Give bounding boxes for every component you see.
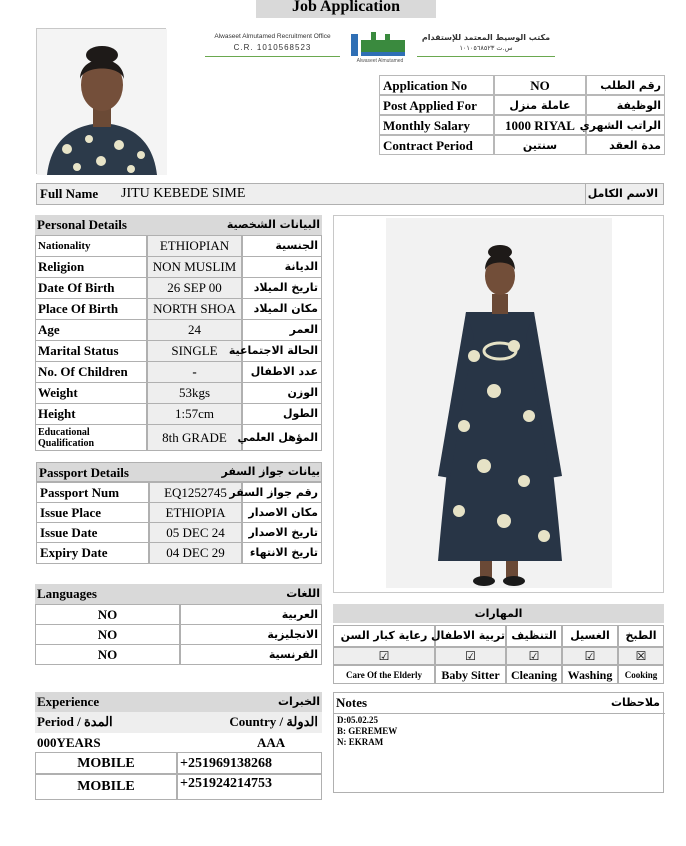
skill-washing-label: Washing: [562, 665, 618, 684]
mobile-label-1: MOBILE: [35, 752, 177, 774]
experience-country: AAA: [257, 735, 286, 750]
skill-babysitter-label: Baby Sitter: [435, 665, 506, 684]
skill-babysitter-label-ar: تربية الاطفال: [435, 625, 506, 647]
children-label-ar: عدد الاطفال: [242, 361, 322, 383]
religion-value: NON MUSLIM: [147, 256, 242, 278]
skill-cleaning-check-icon[interactable]: ☑: [506, 647, 562, 665]
contract-period-label-ar: مدة العقد: [586, 135, 665, 155]
page-title: Job Application: [256, 0, 436, 18]
notes-line-2: B: GEREMEW: [337, 726, 398, 736]
full-name-label: Full Name: [40, 186, 99, 201]
passport-details-title-ar: بيانات جواز السفر: [221, 465, 320, 478]
education-label-ar: المؤهل العلمي: [242, 424, 322, 451]
french-value: NO: [35, 644, 180, 665]
passport-details-title: Passport Details: [36, 462, 322, 482]
marital-status-label-ar: الحالة الاجتماعية: [242, 340, 322, 362]
marital-status-label: Marital Status: [35, 340, 147, 362]
skills-table: [333, 604, 664, 684]
headshot-photo: [36, 28, 166, 174]
place-of-birth-label-ar: مكان الميلاد: [242, 298, 322, 320]
age-label: Age: [35, 319, 147, 341]
passport-details-table: [36, 462, 322, 564]
religion-label-ar: الديانة: [242, 256, 322, 278]
expiry-date-value: 04 DEC 29: [149, 542, 242, 564]
english-label-ar: الانجليزية: [180, 624, 322, 645]
languages-title-ar: اللغات: [215, 584, 322, 604]
issue-place-value: ETHIOPIA: [149, 502, 242, 523]
skill-elderly-label-ar: رعاية كبار السن: [333, 625, 435, 647]
notes-box: [333, 692, 664, 793]
application-table: [379, 75, 665, 155]
full-name-label-ar: الاسم الكامل: [585, 184, 661, 204]
religion-label: Religion: [35, 256, 147, 278]
age-value: 24: [147, 319, 242, 341]
monthly-salary-label-ar: الراتب الشهري: [586, 115, 665, 135]
expiry-date-label: Expiry Date: [36, 542, 149, 564]
company-logo: [205, 30, 555, 66]
personal-details-table: [35, 215, 322, 452]
contract-period-value: سنتين: [494, 135, 586, 155]
full-name-row: [36, 183, 664, 205]
application-no-label: Application No: [379, 75, 494, 95]
logo-english-name: Alwaseet Almutamed Recruitment Office: [214, 33, 331, 40]
weight-value: 53kgs: [147, 382, 242, 404]
monthly-salary-value: 1000 RIYAL: [494, 115, 586, 135]
education-value: 8th GRADE: [147, 424, 242, 451]
experience-table: [35, 692, 322, 752]
arabic-value: NO: [35, 604, 180, 625]
mobile-number-2[interactable]: +251924214753: [177, 774, 322, 800]
experience-title-ar: الخبرات: [215, 692, 322, 712]
children-value: -: [147, 361, 242, 383]
personal-rows: [35, 235, 322, 451]
experience-period: 000YEARS: [37, 735, 101, 750]
monthly-salary-label: Monthly Salary: [379, 115, 494, 135]
expiry-date-label-ar: تاريخ الانتهاء: [242, 542, 322, 564]
issue-place-label-ar: مكان الاصدار: [242, 502, 322, 523]
notes-title-ar: ملاحظات: [611, 696, 660, 709]
post-applied-value: عاملة منزل: [494, 95, 586, 115]
mobile-table: [35, 752, 322, 800]
skill-cleaning-label-ar: التنظيف: [506, 625, 562, 647]
languages-table: [35, 584, 322, 664]
marital-status-value: SINGLE: [147, 340, 242, 362]
place-of-birth-value: NORTH SHOA: [147, 298, 242, 320]
full-name-value: JITU KEBEDE SIME: [121, 186, 246, 201]
issue-date-label-ar: تاريخ الاصدار: [242, 522, 322, 543]
skill-elderly-check-icon[interactable]: ☑: [333, 647, 435, 665]
age-label-ar: العمر: [242, 319, 322, 341]
languages-title: Languages: [35, 584, 322, 604]
skill-cleaning-label: Cleaning: [506, 665, 562, 684]
skill-babysitter-check-icon[interactable]: ☑: [435, 647, 506, 665]
full-body-photo: [334, 216, 665, 594]
notes-line-1: D:05.02.25: [337, 715, 378, 725]
education-label: Educational Qualification: [35, 424, 147, 451]
issue-date-value: 05 DEC 24: [149, 522, 242, 543]
skill-washing-check-icon[interactable]: ☑: [562, 647, 618, 665]
height-label: Height: [35, 403, 147, 425]
weight-label-ar: الوزن: [242, 382, 322, 404]
mobile-number-1[interactable]: +251969138268: [177, 752, 322, 774]
date-of-birth-value: 26 SEP 00: [147, 277, 242, 299]
place-of-birth-label: Place Of Birth: [35, 298, 147, 320]
logo-mark-subtitle: Alwaseet Almutamed: [356, 58, 404, 64]
skills-title-ar: المهارات: [333, 604, 664, 623]
country-header: Country / الدولة: [195, 712, 322, 733]
logo-arabic-name: مكتب الوسيط المعتمد للإستقدام: [421, 33, 551, 42]
personal-details-title-ar: البيانات الشخصية: [185, 215, 322, 235]
skill-cooking-label-ar: الطبخ: [618, 625, 664, 647]
experience-title: Experience: [35, 692, 322, 712]
french-label-ar: الفرنسية: [180, 644, 322, 665]
english-value: NO: [35, 624, 180, 645]
mobile-label-2: MOBILE: [35, 774, 177, 800]
headshot-illustration: [37, 29, 167, 175]
skill-cooking-label: Cooking: [618, 665, 664, 684]
skill-cooking-cross-icon[interactable]: ☒: [618, 647, 664, 665]
application-no-value: NO: [494, 75, 586, 95]
logo-arabic-cr: س.ت ١٠١٠٥٦٨٥٢٣: [459, 44, 513, 52]
nationality-label: Nationality: [35, 235, 147, 257]
notes-line-3: N: EKRAM: [337, 737, 384, 747]
weight-label: Weight: [35, 382, 147, 404]
nationality-label-ar: الجنسية: [242, 235, 322, 257]
issue-date-label: Issue Date: [36, 522, 149, 543]
passport-num-label-ar: رقم جواز السفر: [242, 482, 322, 503]
contract-period-label: Contract Period: [379, 135, 494, 155]
nationality-value: ETHIOPIAN: [147, 235, 242, 257]
passport-num-value: EQ1252745: [149, 482, 242, 503]
height-label-ar: الطول: [242, 403, 322, 425]
issue-place-label: Issue Place: [36, 502, 149, 523]
arabic-label-ar: العربية: [180, 604, 322, 625]
skill-elderly-label: Care Of the Elderly: [333, 665, 435, 684]
children-label: No. Of Children: [35, 361, 147, 383]
post-applied-label-ar: الوظيفة: [586, 95, 665, 115]
personal-details-title: Personal Details: [35, 215, 322, 235]
height-value: 1:57cm: [147, 403, 242, 425]
notes-title: Notes: [336, 695, 368, 710]
full-body-photo-frame: [333, 215, 664, 593]
passport-num-label: Passport Num: [36, 482, 149, 503]
date-of-birth-label: Date Of Birth: [35, 277, 147, 299]
date-of-birth-label-ar: تاريخ الميلاد: [242, 277, 322, 299]
post-applied-label: Post Applied For: [379, 95, 494, 115]
application-no-label-ar: رقم الطلب: [586, 75, 665, 95]
logo-cr-number: C.R. 1010568523: [233, 43, 312, 52]
logo-mark-icon: [349, 30, 411, 60]
period-header: Period / المدة: [35, 712, 195, 733]
skill-washing-label-ar: الغسيل: [562, 625, 618, 647]
